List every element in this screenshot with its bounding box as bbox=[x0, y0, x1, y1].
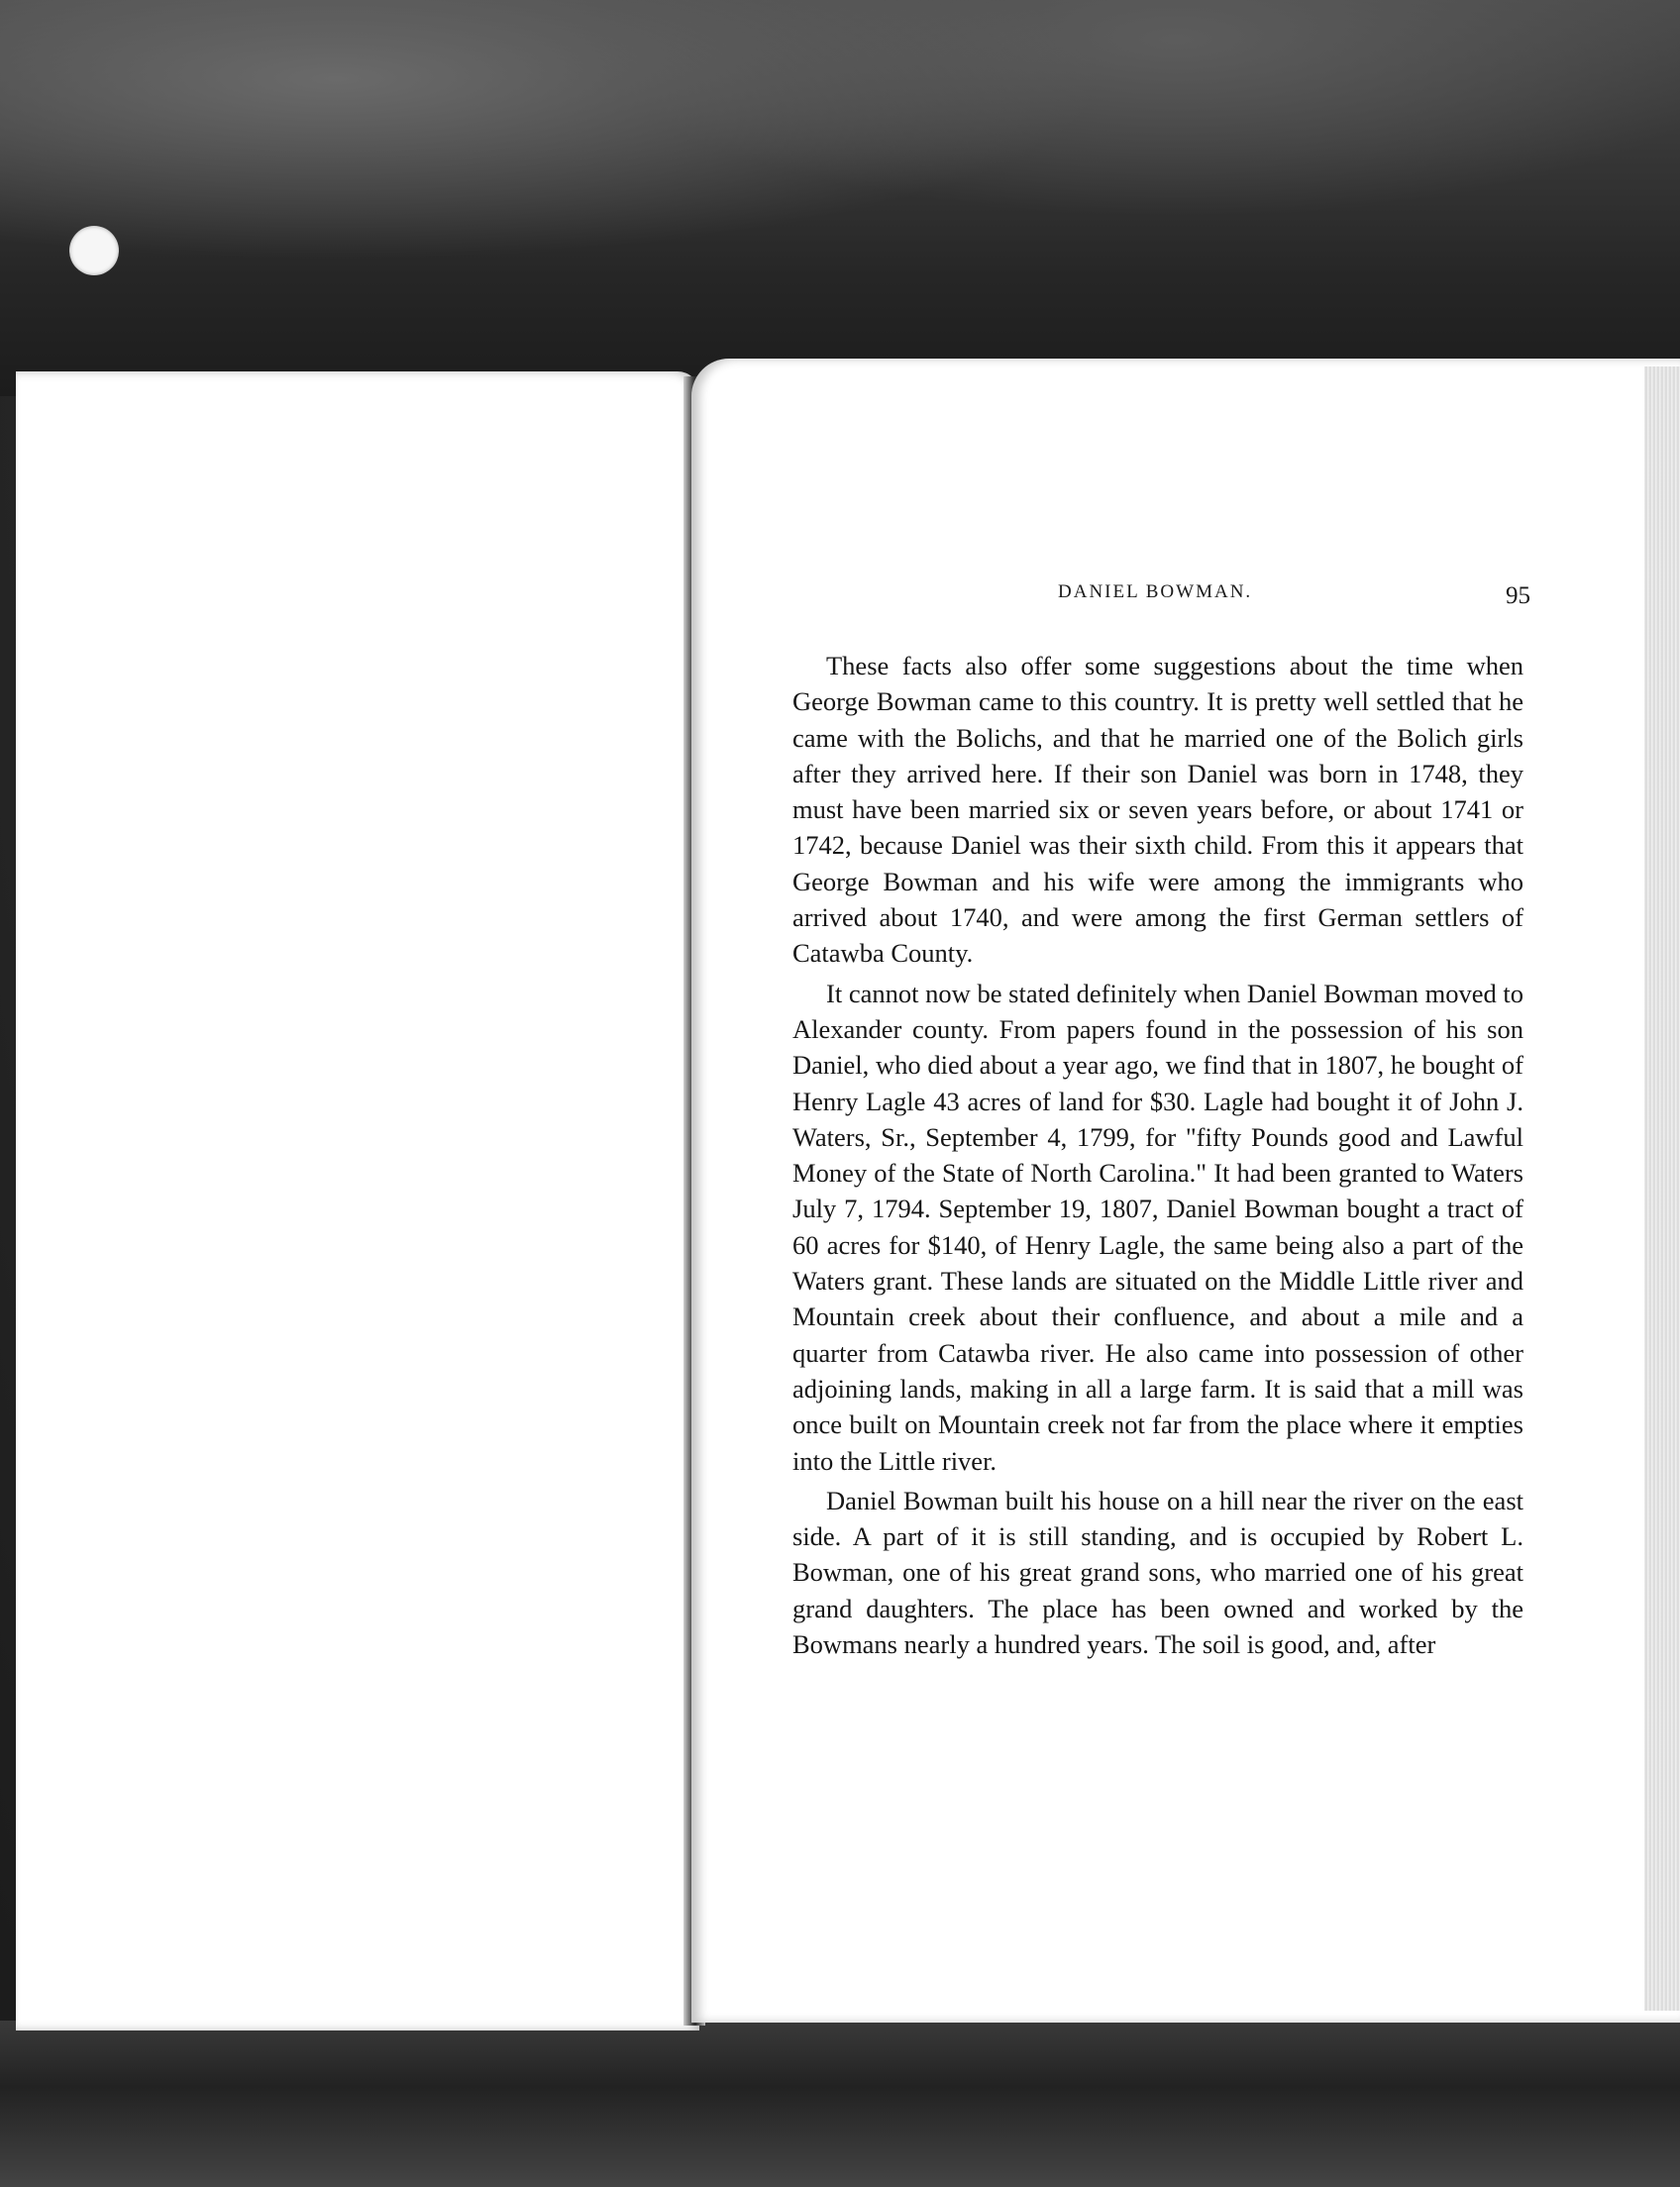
paragraph-1: These facts also offer some suggestions about the time when George Bowman came to this country. It is pretty well settled that he came with the Bolichs, and that he married one of the Bolich girls after they arrived here. If their son Daniel was born in 1748, they must have been married six or seven years before, or about 1741 or 1742, because Daniel was their sixth child. From this it appears that George Bowman and his wife were among the immigrants who arrived about 1740, and were among the first German settlers of Catawba County. bbox=[792, 651, 1523, 969]
body-text bbox=[792, 648, 1523, 1666]
binder-hole-top bbox=[69, 226, 119, 275]
background-bottom bbox=[0, 2021, 1680, 2187]
paragraph-2: It cannot now be stated definitely when Daniel Bowman moved to Alexander county. From papers found in the possession of his son Daniel, who died about a year ago, we find that in 1807, he bought of Henry Lagle 43 acres of land for $30. Lagle had bought it of John J. Waters, Sr., September 4, 1799, for "fifty Pounds good and Lawful Money of the State of North Carolina." It had been granted to Waters July 7, 1794. September 19, 1807, Daniel Bowman bought a tract of 60 acres for $140, of Henry Lagle, the same being also a part of the Waters grant. These lands are situated on the Middle Little river and Mountain creek about their confluence, and about a mile and a quarter from Catawba river. He also came into possession of other adjoining lands, making in all a large farm. It is said that a mill was once built on Mountain creek not far from the place where it empties into the Little river. bbox=[792, 978, 1523, 1476]
page-number: 95 bbox=[1506, 582, 1530, 609]
page-edges bbox=[1644, 366, 1680, 2011]
paragraph-3: Daniel Bowman built his house on a hill near the river on the east side. A part of it is still standing, and is occupied by Robert L. Bowman, one of his great grand sons, who married one of his great grand daughters. The place has been owned and worked by the Bowmans nearly a hundred years. The soil is good, and, after bbox=[792, 1485, 1523, 1660]
background-top bbox=[0, 0, 1680, 396]
left-page-blank bbox=[16, 371, 699, 2031]
running-head: DANIEL BOWMAN. bbox=[1058, 581, 1253, 602]
